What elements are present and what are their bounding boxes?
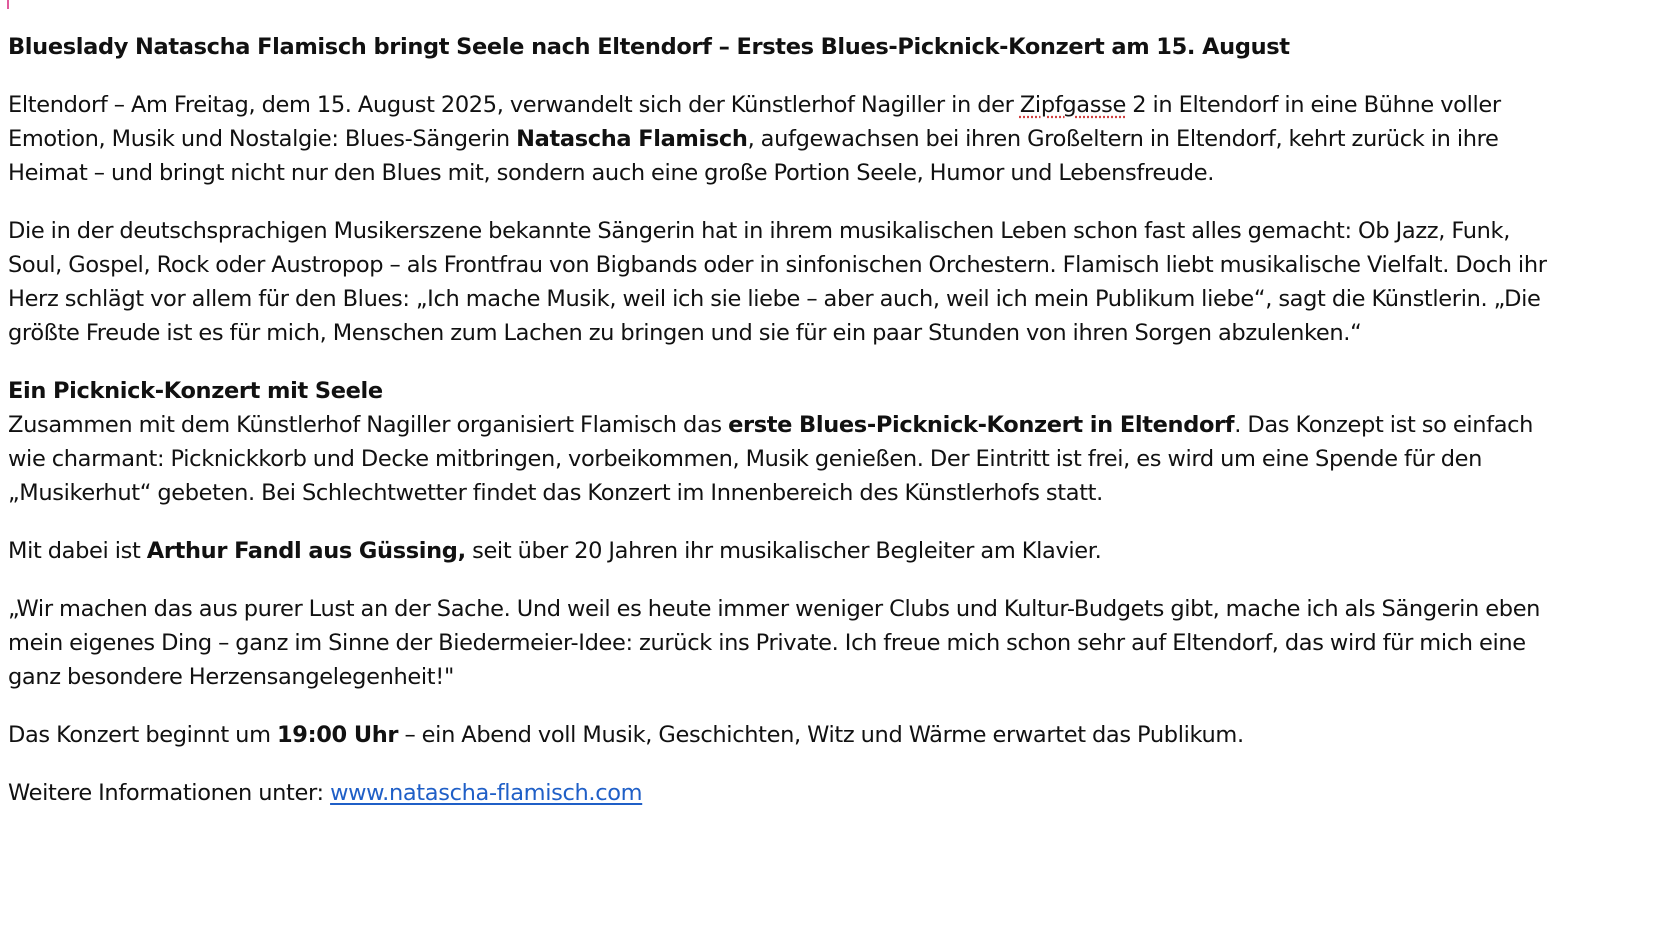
misspelled-street-name[interactable]: Zipfgasse xyxy=(1019,92,1126,118)
intro-text-1: Eltendorf – Am Freitag, dem 15. August 2025, verwandelt sich der Künstlerhof Nagiller in der xyxy=(8,92,1020,118)
quote-paragraph: „Wir machen das aus purer Lust an der Sache. Und weil es heute immer weniger Clubs und Kultur-Budgets gibt, mache ich als Sängerin eben mein eigenes Ding – ganz im Sinne der Biedermeier-Idee: zurück ins Private. Ich freue mich schon sehr auf Eltendorf, das wird für mich eine ganz besondere Herzensangelegenheit!" xyxy=(8,596,1541,690)
companion-text-2: seit über 20 Jahren ihr musikalischer Begleiter am Klavier. xyxy=(465,538,1102,564)
picnic-section xyxy=(8,374,1548,510)
section-text-2: . Das Konzept ist so einfach wie charmant: Picknickkorb und Decke mitbringen, vorbeikommen, Musik genießen. Der Eintritt ist frei, es wird um eine Spende für den „Musikerhut“ gebeten. Bei Schlechtwetter findet das Konzert im Innenbereich des Künstlerhofs statt. xyxy=(8,412,1534,506)
intro-text-3: , aufgewachsen bei ihren Großeltern in Eltendorf, kehrt zurück in ihre Heimat – und bringt nicht nur den Blues mit, sondern auch eine große Portion Seele, Humor und Lebensfreude. xyxy=(8,126,1499,186)
artist-name: Natascha Flamisch xyxy=(516,126,748,152)
intro-paragraph xyxy=(8,88,1548,190)
text-cursor-marker xyxy=(7,0,9,9)
intro-text-2: 2 in Eltendorf in eine Bühne voller Emotion, Musik und Nostalgie: Blues-Sängerin xyxy=(8,92,1501,152)
info-label: Weitere Informationen unter: xyxy=(8,780,331,806)
time-text-1: Das Konzert beginnt um xyxy=(8,722,277,748)
biography-paragraph: Die in der deutschsprachigen Musikerszene bekannte Sängerin hat in ihrem musikalischen Leben schon fast alles gemacht: Ob Jazz, Funk, Soul, Gospel, Rock oder Austropop – als Frontfrau von Bigbands oder in sinfonischen Orchestern. Flamisch liebt musikalische Vielfalt. Doch ihr Herz schlägt vor allem für den Blues: „Ich mache Musik, weil ich sie liebe – aber auch, weil ich mein Publikum liebe“, sagt die Künstlerin. „Die größte Freude ist es für mich, Menschen zum Lachen zu bringen und sie für ein paar Stunden von ihren Sorgen abzulenken.“ xyxy=(8,218,1547,346)
companion-text-1: Mit dabei ist xyxy=(8,538,147,564)
companion-name: Arthur Fandl aus Güssing, xyxy=(146,538,466,564)
info-paragraph xyxy=(8,776,1548,810)
companion-paragraph xyxy=(8,534,1548,568)
section-text-1: Zusammen mit dem Künstlerhof Nagiller organisiert Flamisch das xyxy=(8,412,729,438)
headline: Blueslady Natascha Flamisch bringt Seele nach Eltendorf – Erstes Blues-Picknick-Konzert am 15. August xyxy=(8,34,1290,60)
section-bold-text: erste Blues-Picknick-Konzert in Eltendorf xyxy=(728,412,1235,438)
time-paragraph xyxy=(8,718,1548,752)
time-text-2: – ein Abend voll Musik, Geschichten, Witz und Wärme erwartet das Publikum. xyxy=(398,722,1244,748)
document-body[interactable] xyxy=(8,30,1548,834)
start-time: 19:00 Uhr xyxy=(276,722,399,748)
website-link[interactable]: www.natascha-flamisch.com xyxy=(330,780,643,806)
section-heading: Ein Picknick-Konzert mit Seele xyxy=(8,378,383,404)
